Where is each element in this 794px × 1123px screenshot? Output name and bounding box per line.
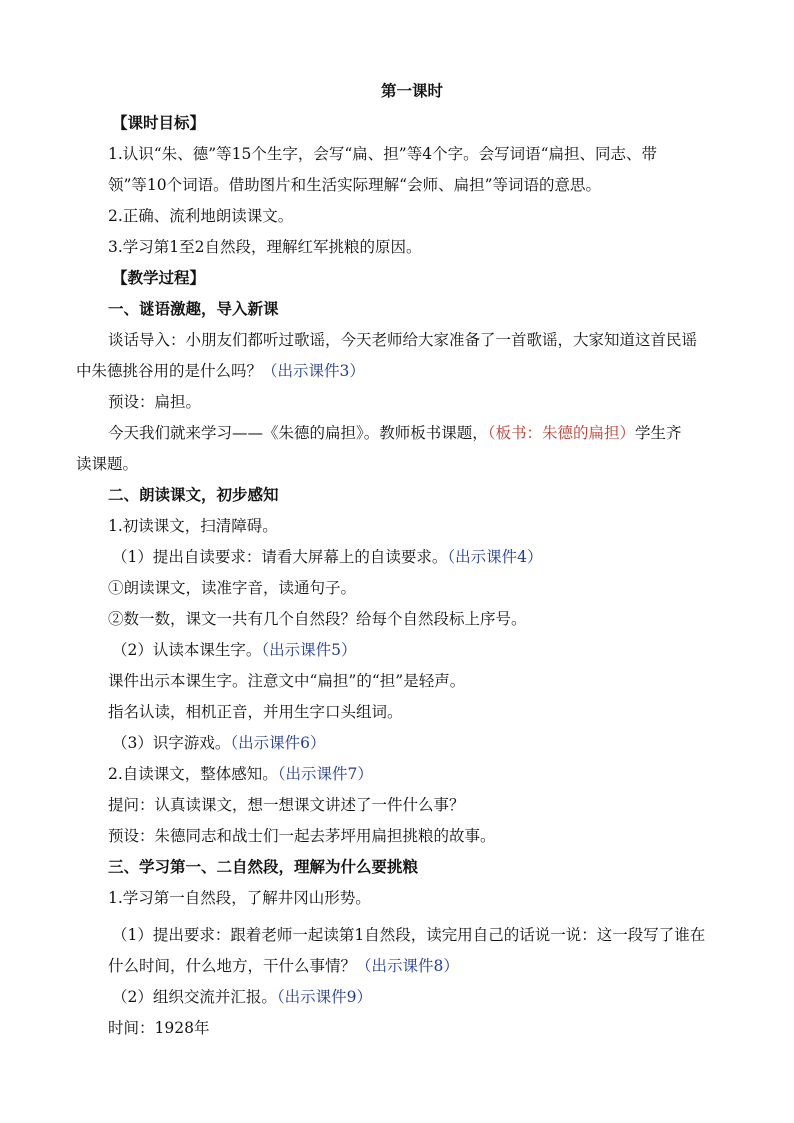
section-2-step-1c (112, 732, 326, 754)
paragraph-tail: 学生齐 (635, 424, 682, 442)
section-3-time: 时间：1928年 (108, 1019, 210, 1037)
section-1-paragraph-2-line-2: 读课题。 (76, 455, 139, 473)
step-text: （2）组织交流并汇报。 (112, 988, 277, 1006)
section-2-step-1: 1.初读课文，扫清障碍。 (108, 517, 278, 535)
section-2-step-1b-item-1: 课件出示本课生字。注意文中“扁担”的“担”是轻声。 (108, 672, 466, 690)
goals-heading: 【课时目标】 (112, 113, 206, 132)
paragraph-text: 今天我们就来学习——《朱德的扁担》。教师板书课题， (108, 424, 488, 442)
courseware-ref-8: （出示课件8） (356, 957, 459, 975)
step-text: （3）识字游戏。 (112, 734, 231, 752)
goal-item-2: 2.正确、流利地朗读课文。 (108, 207, 294, 225)
step-text: 什么时间，什么地方，干什么事情？ (108, 957, 357, 975)
board-writing: （板书：朱德的扁担） (487, 424, 636, 442)
courseware-ref-9: （出示课件9） (276, 988, 372, 1006)
goal-item-1-line-2: 领”等10个词语。借助图片和生活实际理解“会师、扁担”等词语的意思。 (108, 176, 601, 194)
courseware-ref-4: （出示课件4） (447, 548, 543, 566)
courseware-ref-7: （出示课件7） (277, 765, 373, 783)
section-2-step-1a (112, 546, 543, 568)
section-2-step-2 (108, 763, 373, 785)
section-3-step-1b (112, 986, 372, 1008)
section-3-step-1a-line-2 (108, 955, 459, 977)
courseware-ref-6: （出示课件6） (230, 734, 326, 752)
section-2-question: 提问：认真读课文，想一想课文讲述了一件什么事？ (108, 796, 465, 814)
section-3-step-1: 1.学习第一自然段，了解井冈山形势。 (108, 889, 371, 907)
section-2-heading: 二、朗读课文，初步感知 (108, 485, 279, 504)
section-1-paragraph-1-line-2 (76, 360, 365, 382)
courseware-ref-5: （出示课件5） (261, 641, 357, 659)
section-2-step-1b-item-2: 指名认读，相机正音，并用生字口头组词。 (108, 703, 403, 721)
courseware-ref-3: （出示课件3） (262, 362, 365, 380)
section-1-heading: 一、谜语激趣，导入新课 (108, 299, 279, 318)
section-1-paragraph-2-line-1 (108, 422, 682, 444)
goal-item-1-line-1: 1.认识“朱、德”等15个生字，会写“扁、担”等4个字。会写词语“扁担、同志、带 (108, 145, 657, 163)
process-heading: 【教学过程】 (112, 268, 206, 287)
section-2-preset: 预设：朱德同志和战士们一起去茅坪用扁担挑粮的故事。 (108, 827, 496, 845)
section-1-preset: 预设：扁担。 (108, 393, 202, 411)
section-1-paragraph-1-line-1: 谈话导入：小朋友们都听过歌谣，今天老师给大家准备了一首歌谣，大家知道这首民谣 (108, 331, 698, 349)
page-title: 第一课时 (380, 81, 443, 100)
step-text: 2.自读课文，整体感知。 (108, 765, 278, 783)
step-text: （1）提出自读要求：请看大屏幕上的自读要求。 (112, 548, 448, 566)
paragraph-text: 中朱德挑谷用的是什么吗？ (76, 362, 263, 380)
step-text: （2）认读本课生字。 (112, 641, 262, 659)
goal-item-3: 3.学习第1至2自然段，理解红军挑粮的原因。 (108, 238, 422, 256)
section-3-heading: 三、学习第一、二自然段，理解为什么要挑粮 (108, 857, 419, 876)
section-3-step-1a-line-1: （1）提出要求：跟着老师一起读第1自然段，读完用自己的话说一说：这一段写了谁在 (112, 926, 706, 944)
section-2-step-1b (112, 639, 357, 661)
section-2-step-1a-item-2: ②数一数，课文一共有几个自然段？给每个自然段标上序号。 (108, 610, 527, 628)
section-2-step-1a-item-1: ①朗读课文，读准字音，读通句子。 (108, 579, 357, 597)
